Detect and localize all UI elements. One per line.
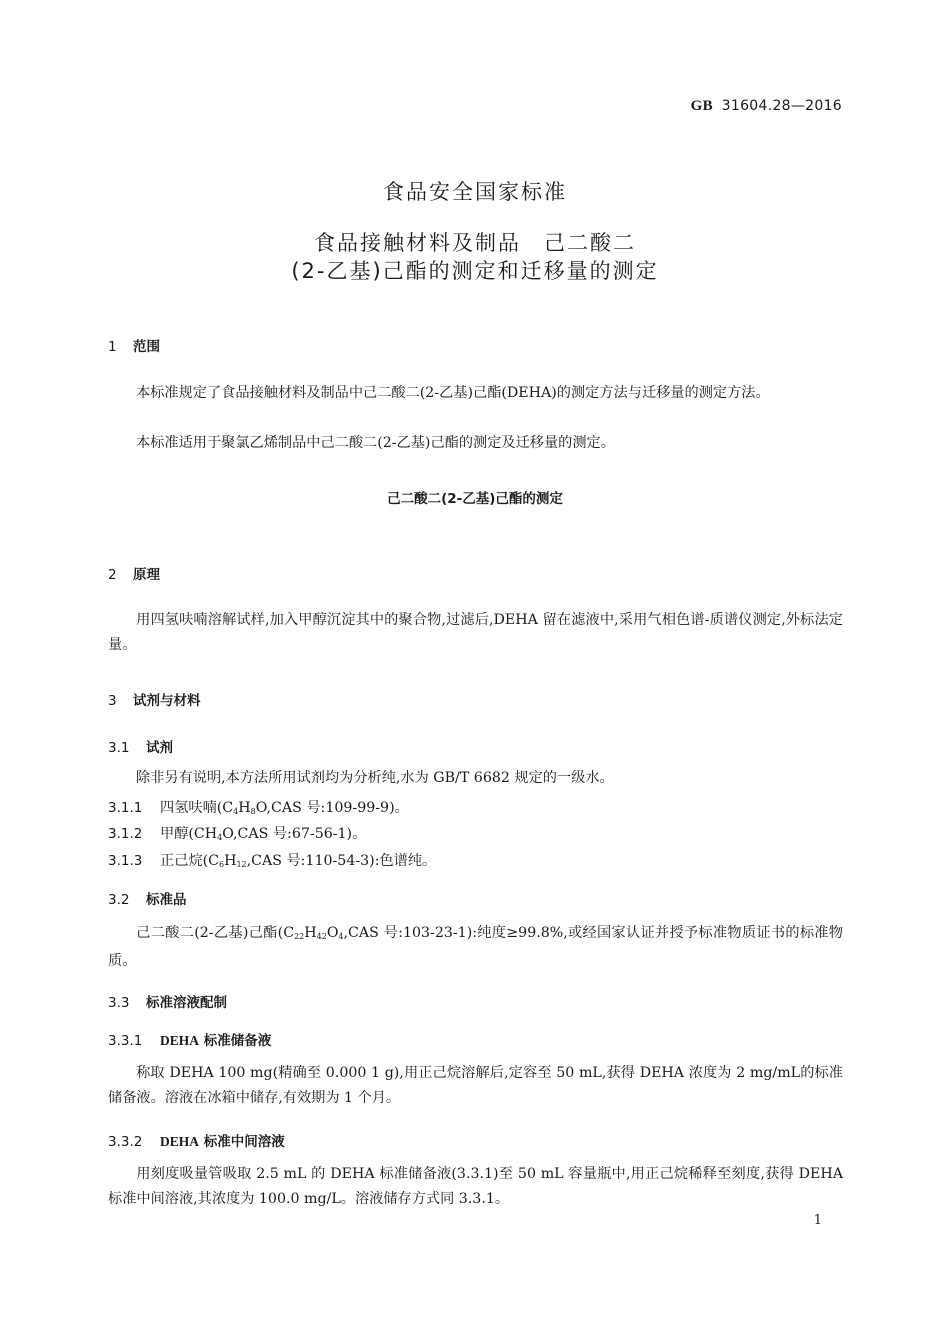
section-3-1-intro: 除非另有说明,本方法所用试剂均为分析纯,水为 GB/T 6682 规定的一级水。 [136, 770, 614, 786]
section-heading-3-3-1: 3.3.1 DEHA 标准储备液 [108, 1033, 272, 1049]
document-title-line3: (2-乙基)己酯的测定和迁移量的测定 [291, 259, 659, 283]
standard-code [691, 98, 842, 115]
reagent-item-3-1-1: 3.1.1 四氢呋喃($C_4H_8O,CAS$ 号:109-99-9)。 [108, 800, 409, 816]
document-title-line2: 食品接触材料及制品 己二酸二 [314, 231, 636, 255]
section-1-paragraph-1: 本标准规定了食品接触材料及制品中己二酸二(2-乙基)己酯(DEHA)的测定方法与迁移量的测定方法。 [136, 385, 770, 401]
standard-prefix: GB [690, 98, 713, 114]
section-1-paragraph-2: 本标准适用于聚氯乙烯制品中己二酸二(2-乙基)己酯的测定及迁移量的测定。 [136, 435, 615, 451]
standard-number: 31604.28—2016 [721, 98, 842, 114]
page-number: 1 [813, 1213, 822, 1228]
section-heading-2: 2 原理 [108, 567, 160, 583]
reagent-item-3-1-2: 3.1.2 甲醇($CH_4O,CAS$ 号:67-56-1)。 [108, 826, 367, 842]
section-2-paragraph: 用四氢呋喃溶解试样,加入甲醇沉淀其中的聚合物,过滤后,DEHA 留在滤液中,采用气相色谱-质谱仪测定,外标法定量。 [108, 612, 843, 653]
section-heading-3: 3 试剂与材料 [108, 693, 201, 709]
section-3-3-1-paragraph: 称取 DEHA 100 mg(精确至 0.000 1 g),用正己烷溶解后,定容至 50 mL,获得 DEHA 浓度为 2 mg/mL的标准储备液。溶液在冰箱中储存,有效期为 1 个月。 [108, 1065, 843, 1106]
section-3-3-2-paragraph: 用刻度吸量管吸取 2.5 mL 的 DEHA 标准储备液(3.3.1)至 50 mL 容量瓶中,用正己烷稀释至刻度,获得 DEHA 标准中间溶液,其浓度为 100.0 mg/L。溶液储存方式同 3.3.1。 [108, 1166, 843, 1207]
section-heading-3-1: 3.1 试剂 [108, 740, 173, 756]
section-3-2-paragraph: 己二酸二(2-乙基)己酯($C_{22}H_{42}O_4,CAS$ 号:103-23-1):纯度≥99.8%,或经国家认证并授予标准物质证书的标准物质。 [108, 925, 843, 969]
reagent-item-3-1-3: 3.1.3 正己烷($C_6H_{12},CAS$ 号:110-54-3):色谱纯。 [108, 853, 437, 869]
section-heading-3-3: 3.3 标准溶液配制 [108, 995, 227, 1011]
section-heading-3-3-2: 3.3.2 DEHA 标准中间溶液 [108, 1134, 285, 1150]
section-heading-1: 1 范围 [108, 339, 160, 355]
part-title: 己二酸二(2-乙基)己酯的测定 [387, 491, 563, 507]
document-title-line1: 食品安全国家标准 [383, 180, 567, 204]
section-heading-3-2: 3.2 标准品 [108, 892, 187, 908]
